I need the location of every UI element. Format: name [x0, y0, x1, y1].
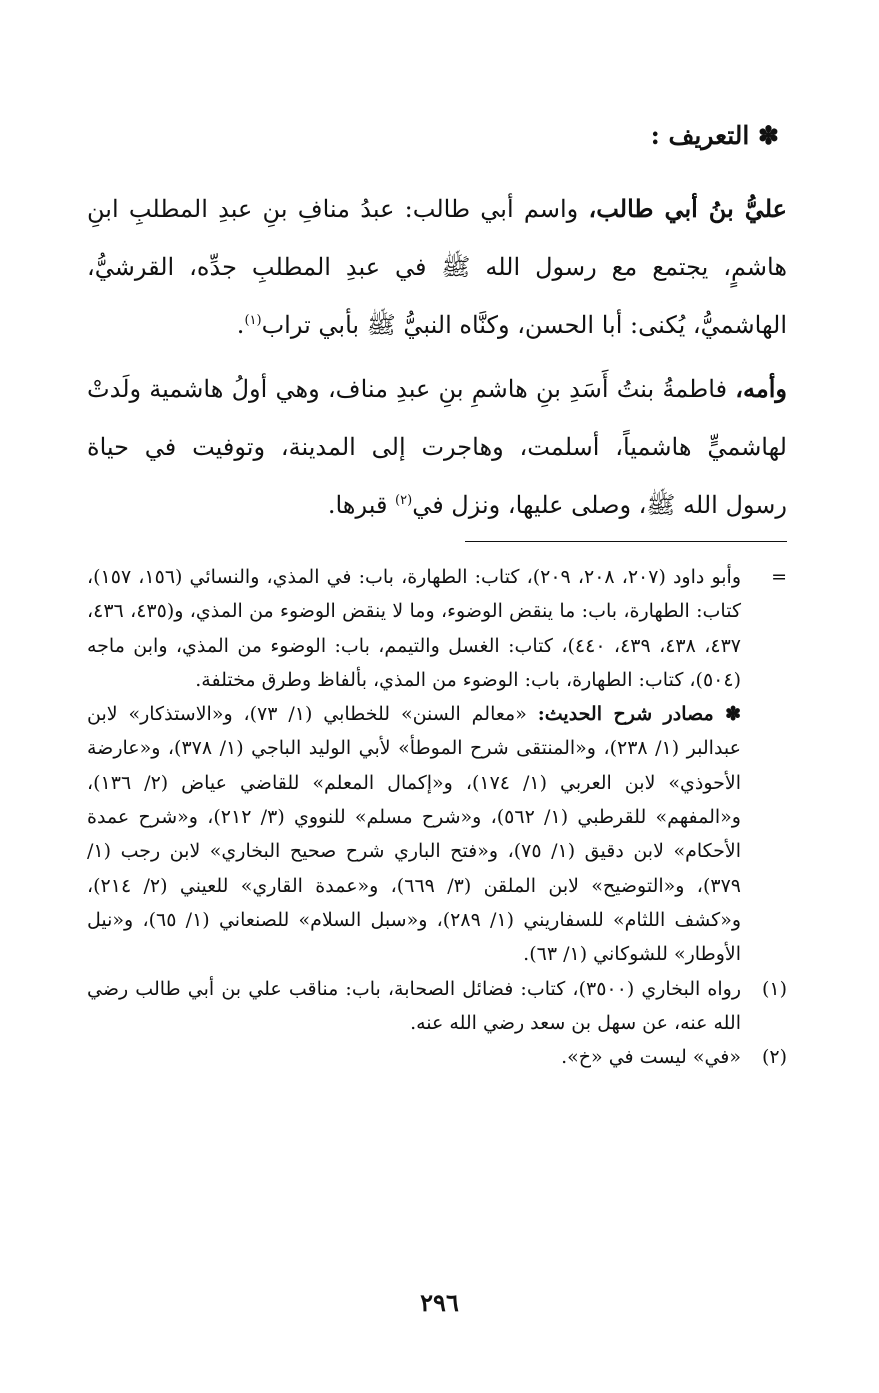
- paragraph-end: قبرها.: [327, 491, 396, 519]
- sources-text: «معالم السنن» للخطابي (١/ ٧٣)، و«الاستذكار» لابن عبدالبر (١/ ٢٣٨)، و«المنتقى شرح الموطأ» لأبي الوليد الباجي (١/ ٣٧٨)، و«عارضة الأحوذي» لابن العربي (١/ ١٧٤)، و«إكمال المعلم» للقاضي عياض (٢/ ١٣٦)، و«المفهم» للقرطبي (١/ ٥٦٢)، و«شرح مسلم» للنووي (٣/ ٢١٢)، و«شرح عمدة الأحكام» لابن دقيق (١/ ٧٥)، و«فتح الباري شرح صحيح البخاري» لابن رجب (١/ ٣٧٩)، و«التوضيح» لابن الملقن (٣/ ٦٦٩)، و«عمدة القاري» للعيني (٢/ ٢١٤)، و«كشف اللثام» للسفاريني (١/ ٢٨٩)، و«سبل السلام» للصنعاني (١/ ٦٥)، و«نيل الأوطار» للشوكاني (١/ ٦٣).: [87, 703, 742, 966]
- footnote-text: وأبو داود (٢٠٧، ٢٠٨، ٢٠٩)، كتاب: الطهارة، باب: في المذي، والنسائي (١٥٦، ١٥٧)، كتاب: الطهارة، باب: ما ينقض الوضوء، وما لا ينقض الوضوء من المذي، و(٤٣٥، ٤٣٦، ٤٣٧، ٤٣٨، ٤٣٩، ٤٤٠)، كتاب: الغسل والتيمم، باب: الوضوء من المذي، وابن ماجه (٥٠٤)، كتاب: الطهارة، باب: الوضوء من المذي، بألفاظ وطرق مختلفة.: [87, 566, 742, 691]
- footnotes: [87, 560, 787, 1074]
- person-name: عليُّ بنُ أبي طالب،: [588, 194, 787, 223]
- paragraph-text: فاطمةُ بنتُ أَسَدِ بنِ هاشمِ بنِ عبدِ مناف، وهي أولُ هاشمية ولَدتْ لهاشميٍّ هاشمياً، أسلمت، وهاجرت إلى المدينة، وتوفيت في حياة رسول الله ﷺ، وصلى عليها، ونزل في: [87, 375, 787, 519]
- mother-label: وأمه،: [735, 374, 787, 403]
- footnote-divider: [465, 541, 787, 542]
- section-heading: ✽ التعريف :: [650, 121, 779, 150]
- footnote-text: رواه البخاري (٣٥٠٠)، كتاب: فضائل الصحابة، باب: مناقب علي بن أبي طالب رضي الله عنه، عن سهل بن سعد رضي الله عنه.: [87, 977, 741, 1034]
- main-text: [87, 180, 787, 534]
- footnote-ref: (٢): [395, 493, 413, 508]
- paragraph-end: .: [236, 311, 245, 339]
- footnote-number: (١): [761, 977, 787, 1000]
- sources-label: ✽ مصادر شرح الحديث:: [537, 703, 741, 726]
- paragraph-text: واسم أبي طالب: عبدُ منافِ بنِ عبدِ المطلبِ ابنِ هاشمٍ، يجتمع مع رسول الله ﷺ في عبدِ المطلبِ جدِّه، القرشيُّ، الهاشميُّ، يُكنى: أبا الحسن، وكنَّاه النبيُّ ﷺ بأبي تراب: [87, 195, 787, 339]
- paragraph-biography: [87, 180, 787, 354]
- footnote-2: [87, 1040, 787, 1074]
- footnote-1: [87, 972, 787, 1041]
- paragraph-mother: [87, 360, 787, 534]
- footnote-continuation: [87, 560, 787, 972]
- footnote-number: (٢): [761, 1046, 787, 1069]
- footnote-text: «في» ليست في «خ».: [561, 1046, 741, 1069]
- continuation-mark: =: [771, 566, 787, 588]
- footnote-ref: (١): [244, 313, 262, 328]
- page-number: ٢٩٦: [420, 1288, 459, 1317]
